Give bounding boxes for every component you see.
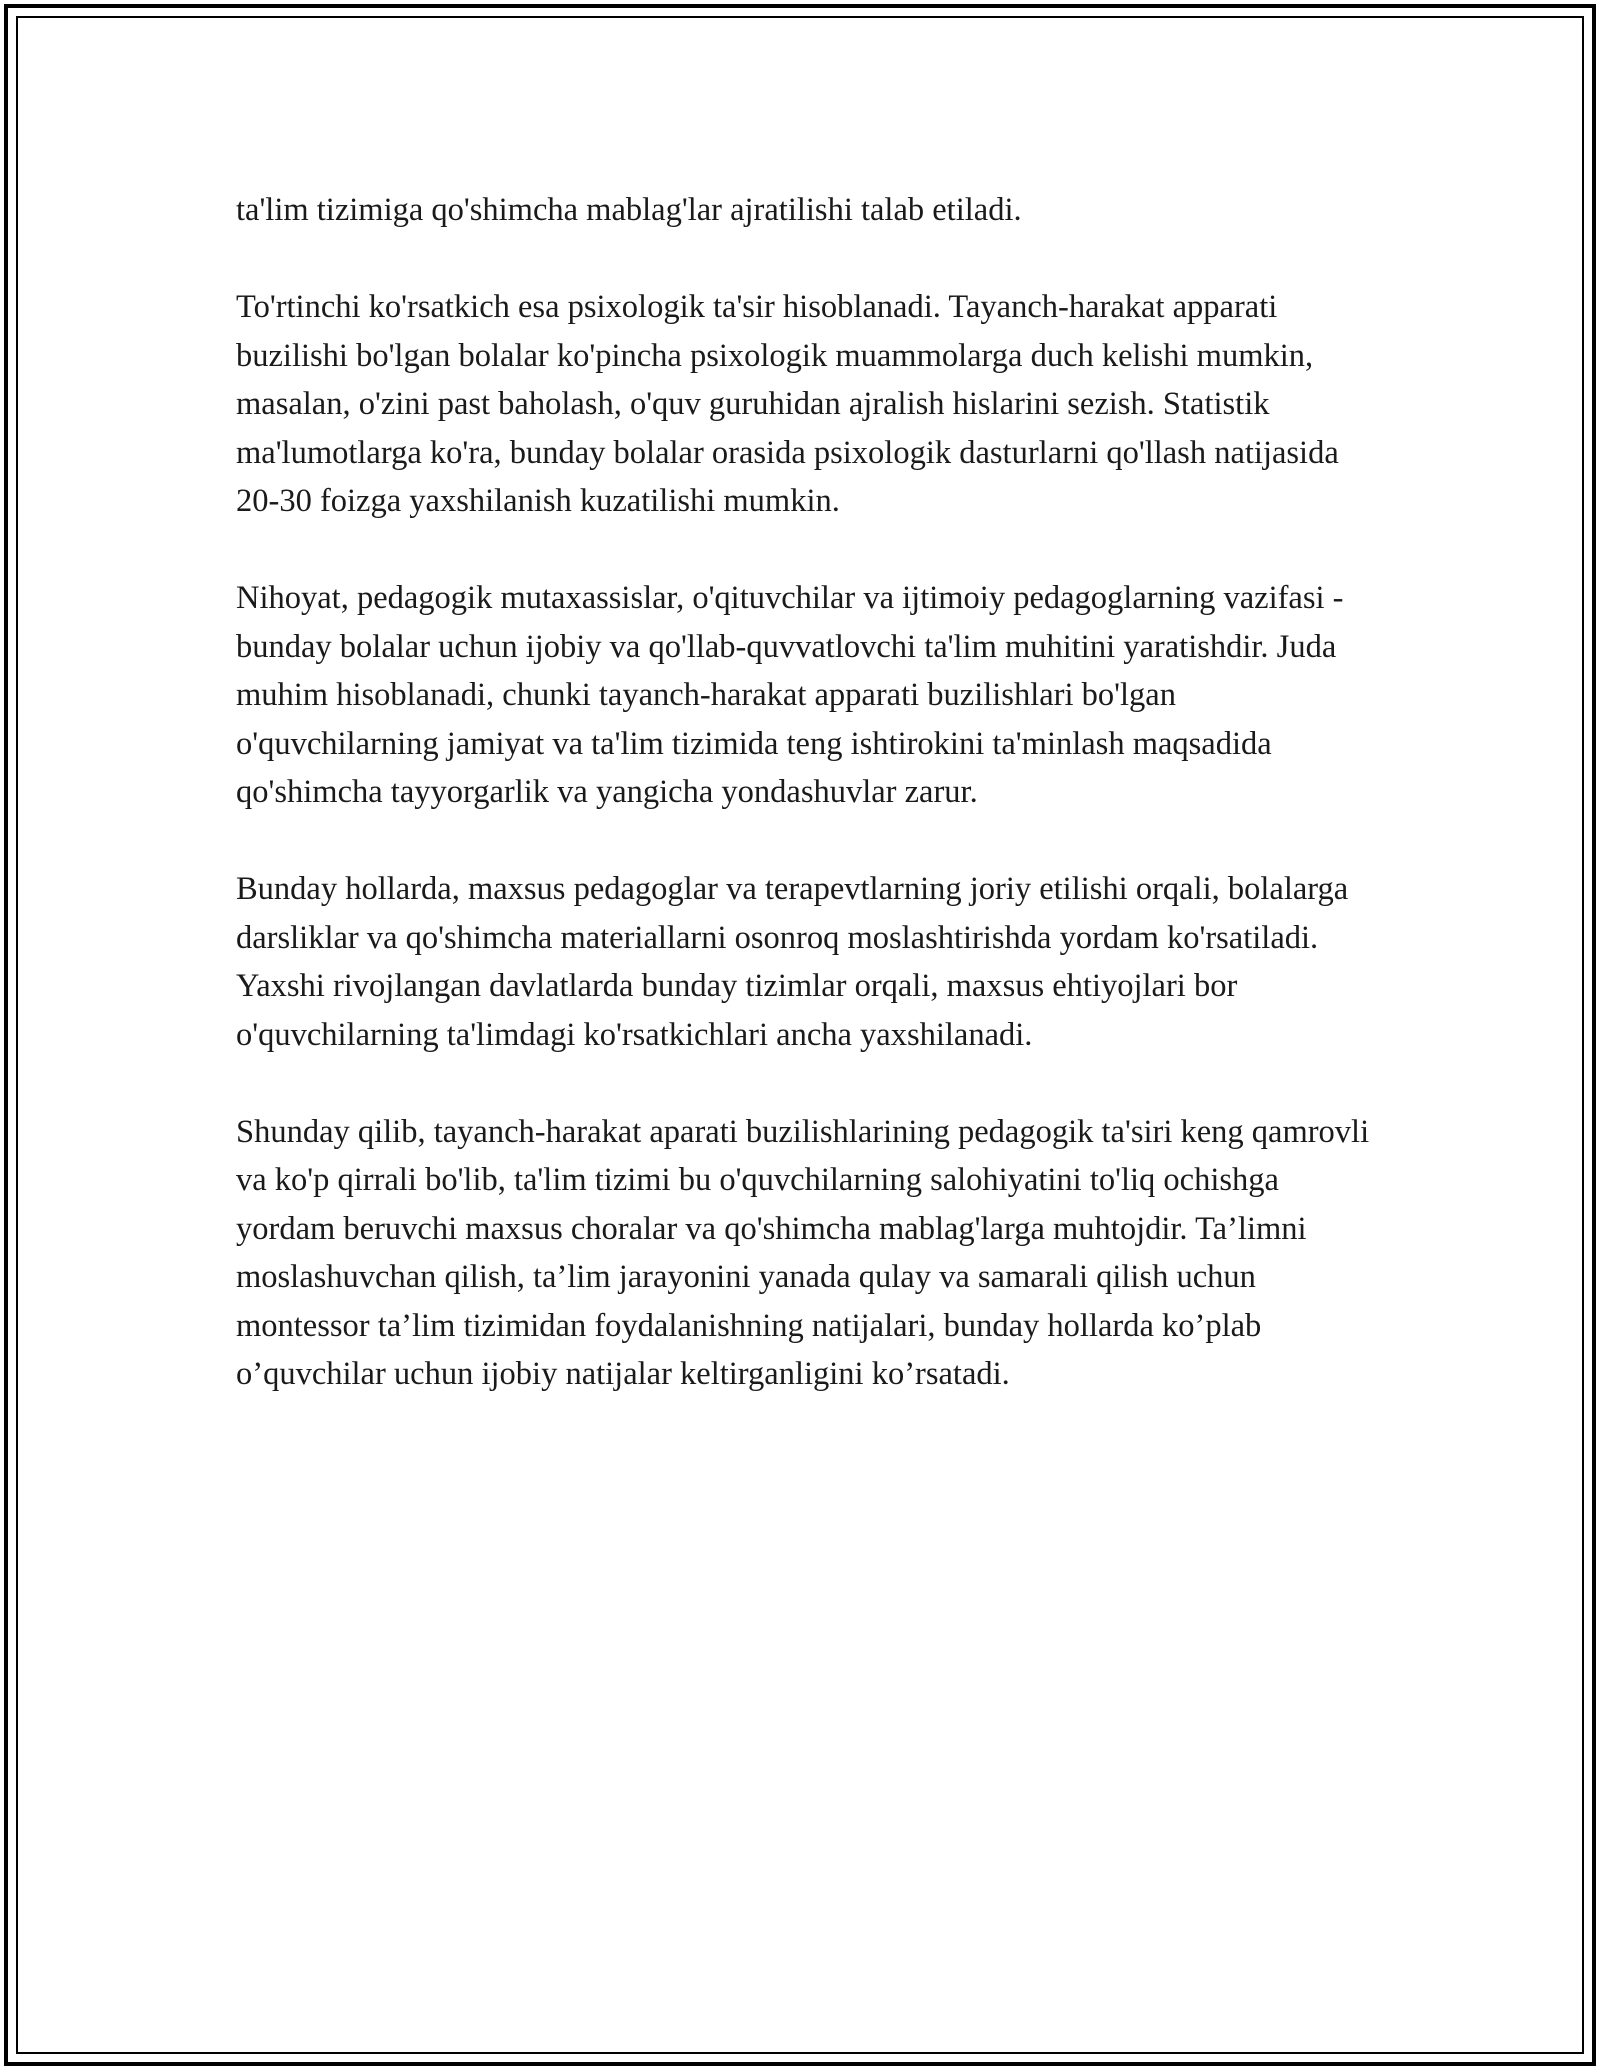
- document-body: [236, 186, 1376, 1399]
- paragraph-2: To'rtinchi ko'rsatkich esa psixologik ta'sir hisoblanadi. Tayanch-harakat apparati buzilishi bo'lgan bolalar ko'pincha psixologik muammolarga duch kelishi mumkin, masalan, o'zini past baholash, o'quv guruhidan ajralish hislarini sezish. Statistik ma'lumotlarga ko'ra, bunday bolalar orasida psixologik dasturlarni qo'llash natijasida 20-30 foizga yaxshilanish kuzatilishi mumkin.: [236, 289, 1339, 519]
- paragraph-4: Bunday hollarda, maxsus pedagoglar va terapevtlarning joriy etilishi orqali, bolalarga darsliklar va qo'shimcha materiallarni osonroq moslashtirishda yordam ko'rsatiladi. Yaxshi rivojlangan davlatlarda bunday tizimlar orqali, maxsus ehtiyojlari bor o'quvchilarning ta'limdagi ko'rsatkichlari ancha yaxshilanadi.: [236, 871, 1349, 1053]
- paragraph-3: Nihoyat, pedagogik mutaxassislar, o'qituvchilar va ijtimoiy pedagoglarning vazifasi - bunday bolalar uchun ijobiy va qo'llab-quvvatlovchi ta'lim muhitini yaratishdir. Juda muhim hisoblanadi, chunki tayanch-harakat apparati buzilishlari bo'lgan o'quvchilarning jamiyat va ta'lim tizimida teng ishtirokini ta'minlash maqsadida qo'shimcha tayyorgarlik va yangicha yondashuvlar zarur.: [236, 580, 1344, 810]
- paragraph-1: ta'lim tizimiga qo'shimcha mablag'lar ajratilishi talab etiladi.: [236, 192, 1022, 228]
- paragraph-5: Shunday qilib, tayanch-harakat aparati buzilishlarining pedagogik ta'siri keng qamrovli va ko'p qirrali bo'lib, ta'lim tizimi bu o'quvchilarning salohiyatini to'liq ochishga yordam beruvchi maxsus choralar va qo'shimcha mablag'larga muhtojdir. Ta’limni moslashuvchan qilish, ta’lim jarayonini yanada qulay va samarali qilish uchun montessor ta’lim tizimidan foydalanishning natijalari, bunday hollarda ko’plab o’quvchilar uchun ijobiy natijalar keltirganligini ko’rsatadi.: [236, 1113, 1370, 1392]
